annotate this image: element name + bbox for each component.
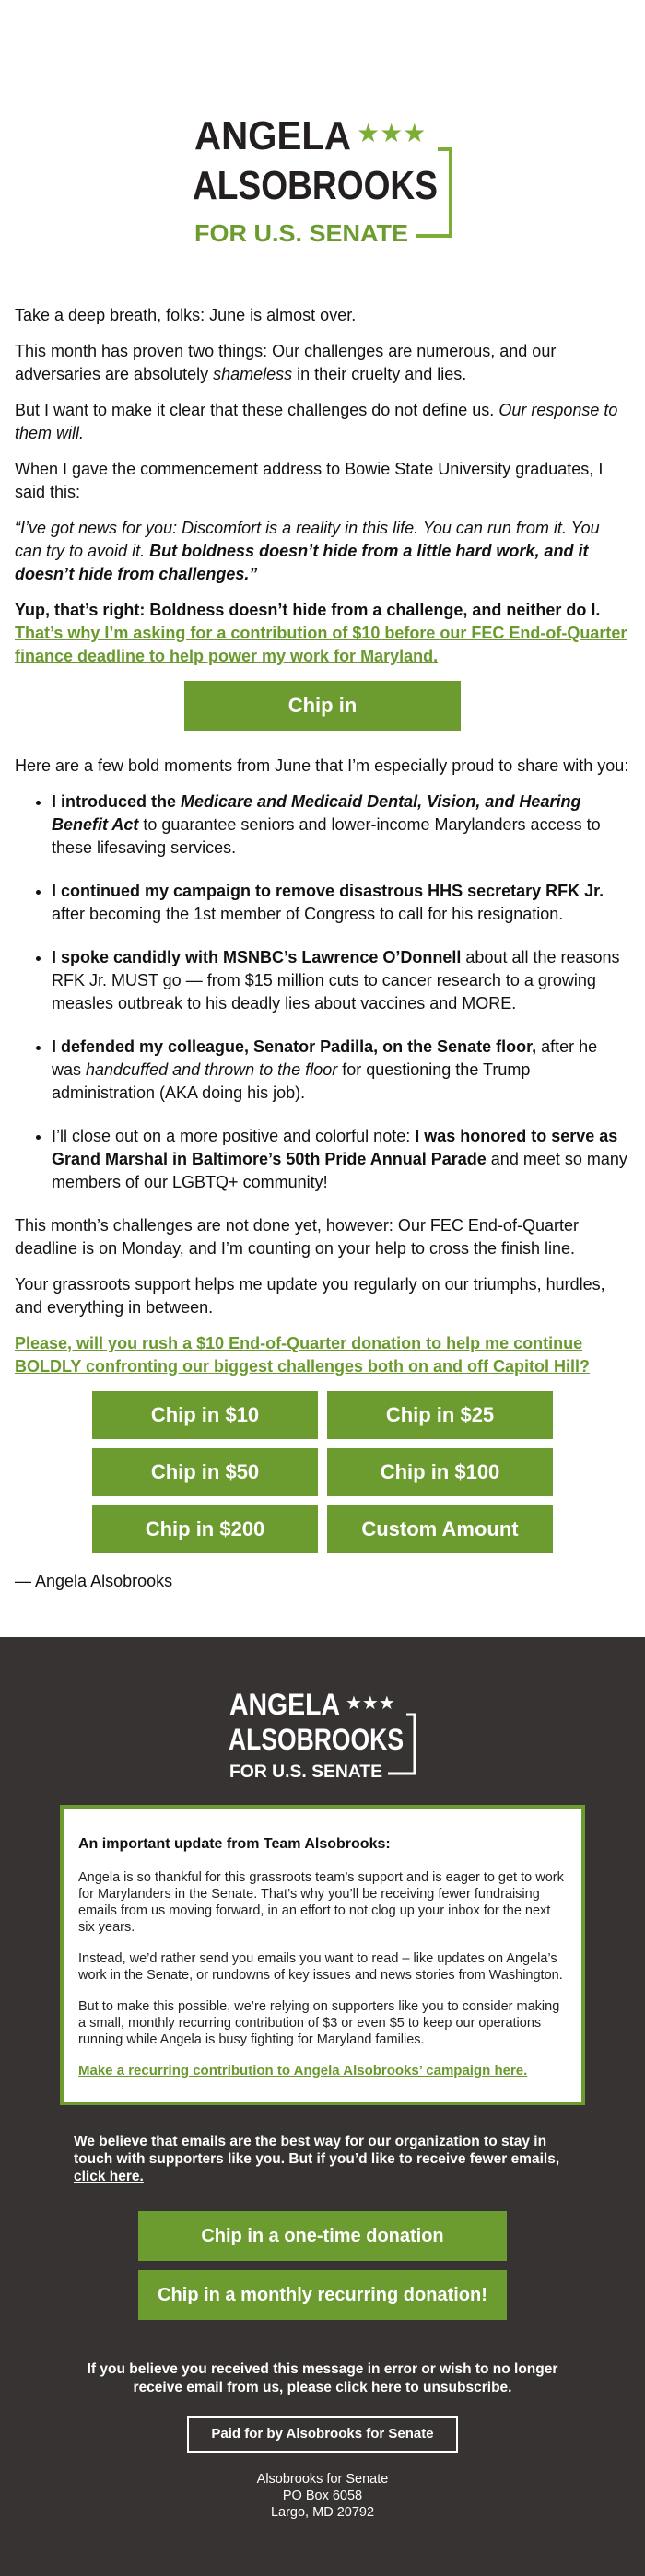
footer-logo-line-1: ANGELA (229, 1688, 340, 1721)
address-line-3: Largo, MD 20792 (270, 2505, 375, 2520)
unsubscribe-notice (64, 2360, 580, 2397)
chip-in-10-button[interactable]: Chip in $10 (92, 1391, 318, 1439)
email-page (0, 111, 645, 2576)
chip-in-200-button[interactable]: Chip in $200 (92, 1505, 318, 1553)
item-5-bold: I was honored to serve as Grand Marshal in Baltimore’s 50th Pride Annual Parade (52, 1127, 618, 1168)
paragraph-1: Take a deep breath, folks: June is almost over. (15, 306, 357, 324)
paragraph-3-text: But I want to make it clear that these challenges do not define us. (15, 401, 499, 419)
item-2-text: after becoming the 1st member of Congress to call for his resignation. (52, 905, 564, 923)
quote-text: “I’ve got news for you: Discomfort is a reality in this life. You can run from it. You can try to avoid it. (15, 519, 600, 560)
item-1-bill-name: Medicare and Medicaid Dental, Vision, and Hearing Benefit Act (52, 792, 581, 834)
logo-line-3: FOR U.S. SENATE (194, 219, 408, 247)
item-3-text: about all the reasons RFK Jr. MUST go — from $15 million cuts to cancer research to a growing measles outbreak to his deadly lies about vaccines and MORE. (52, 948, 620, 1013)
item-4-text-end: for questioning the Trump administration (AKA doing his job). (52, 1060, 531, 1102)
paragraph-2 (15, 340, 630, 386)
paragraph-2-text: This month has proven two things: Our challenges are numerous, and our adversaries are absolutely (15, 342, 557, 383)
contribution-link[interactable]: That’s why I’m asking for a contribution of $10 before our FEC End-of-Quarter finance deadline to help power my work for Maryland. (15, 624, 627, 665)
paragraph-3 (15, 399, 630, 445)
quote-bold: But boldness doesn’t hide from a little hard work, and it doesn’t hide from challenges.” (15, 542, 589, 583)
paragraph-3-emphasis: Our response to them will. (15, 401, 618, 442)
paragraph-2-text-end: in their cruelty and lies. (292, 365, 467, 383)
monthly-donation-button[interactable]: Chip in a monthly recurring donation! (138, 2270, 507, 2320)
fewer-emails-text: We believe that emails are the best way for our organization to stay in touch with supporters like you. But if you’d like to receive fewer emails, (74, 2134, 560, 2167)
footer (0, 1637, 645, 2576)
donation-ask (15, 1332, 630, 1378)
update-box-paragraph-1: Angela is so thankful for this grassroots team’s support and is eager to get to work for Marylanders in the Senate. That’s why you’ll be receiving fewer fundraising emails from us moving forward, in an effort to not clog up your inbox for the next six years. (78, 1870, 564, 1935)
update-box-paragraph-3: But to make this possible, we’re relying on supporters like you to consider making a small, monthly recurring contribution of $3 or even $5 to keep our operations running while Angela is busy fighting for Maryland families. (78, 1999, 560, 2047)
letter-section (0, 111, 645, 1591)
chip-in-button[interactable]: Chip in (184, 681, 461, 731)
paragraph-2-emphasis: shameless (213, 365, 293, 383)
custom-amount-button[interactable]: Custom Amount (327, 1505, 553, 1553)
paid-for-box: Paid for by Alsobrooks for Senate (187, 2416, 458, 2453)
update-box-title: An important update from Team Alsobrooks: (78, 1836, 391, 1852)
footer-logo (226, 1685, 419, 1781)
item-5-text-end: and meet so many members of our LGBTQ+ community! (52, 1150, 627, 1191)
chip-in-25-button[interactable]: Chip in $25 (327, 1391, 553, 1439)
fewer-emails-link[interactable]: click here. (74, 2169, 144, 2184)
paragraph-6: Here are a few bold moments from June that I’m especially proud to share with you: (15, 756, 629, 775)
footer-logo-line-2: ALSOBROOKS (229, 1723, 404, 1756)
june-moments-list (15, 790, 630, 1194)
logo-line-1: ANGELA (194, 113, 351, 158)
logo-stars-icon: ★★★ (357, 118, 427, 148)
item-1-bold: I introduced the (52, 792, 182, 811)
chip-in-grid (92, 1391, 553, 1553)
chip-in-50-button[interactable]: Chip in $50 (92, 1448, 318, 1496)
item-1-text: to guarantee seniors and lower-income Marylanders access to these lifesaving services. (52, 815, 601, 857)
signature: — Angela Alsobrooks (15, 1572, 173, 1590)
address-line-2: PO Box 6058 (282, 2488, 363, 2503)
commencement-quote (15, 517, 630, 586)
item-5-text: I’ll close out on a more positive and colorful note: (52, 1127, 416, 1145)
list-item (52, 1125, 630, 1194)
item-4-emphasis: handcuffed and thrown to the floor (86, 1060, 338, 1079)
recurring-contribution-link[interactable]: Make a recurring contribution to Angela Alsobrooks’ campaign here. (78, 2063, 528, 2078)
unsubscribe-link[interactable]: If you believe you received this message in error or wish to no longer receive email from us, please click here to unsubscribe. (87, 2361, 558, 2395)
logo-line-2: ALSOBROOKS (193, 163, 438, 208)
update-box (60, 1805, 585, 2105)
item-2-bold: I continued my campaign to remove disastrous HHS secretary RFK Jr. (52, 882, 604, 900)
list-item (52, 946, 630, 1015)
paragraph-5 (15, 599, 630, 668)
campaign-logo (189, 111, 456, 249)
list-item (52, 880, 630, 926)
item-4-bold: I defended my colleague, Senator Padilla, on the Senate floor, (52, 1037, 537, 1056)
chip-in-100-button[interactable]: Chip in $100 (327, 1448, 553, 1496)
one-time-donation-button[interactable]: Chip in a one-time donation (138, 2211, 507, 2261)
item-3-bold: I spoke candidly with MSNBC’s Lawrence O’Donnell (52, 948, 462, 966)
list-item (52, 1036, 630, 1105)
letter-body (15, 304, 630, 1378)
item-4-text: after he was (52, 1037, 598, 1079)
footer-logo-stars-icon: ★★★ (346, 1692, 395, 1714)
fewer-emails-message (74, 2133, 571, 2185)
footer-logo-line-3: FOR U.S. SENATE (229, 1762, 382, 1781)
address-line-1: Alsobrooks for Senate (256, 2472, 389, 2487)
paragraph-7: This month’s challenges are not done yet, however: Our FEC End-of-Quarter deadline is on Monday, and I’m counting on your help to cross the finish line. (15, 1216, 579, 1258)
list-item (52, 790, 630, 860)
update-box-paragraph-2: Instead, we’d rather send you emails you want to read – like updates on Angela’s work in the Senate, or rundowns of key issues and news stories from Washington. (78, 1951, 563, 1983)
paragraph-5-bold: Yup, that’s right: Boldness doesn’t hide from a challenge, and neither do I. (15, 601, 601, 619)
donation-ask-link[interactable]: Please, will you rush a $10 End-of-Quarter donation to help me continue BOLDLY confronting our biggest challenges both on and off Capitol Hill? (15, 1334, 590, 1376)
paragraph-4: When I gave the commencement address to Bowie State University graduates, I said this: (15, 460, 604, 501)
paragraph-8: Your grassroots support helps me update you regularly on our triumphs, hurdles, and everything in between. (15, 1275, 605, 1317)
mailing-address (0, 2471, 645, 2521)
